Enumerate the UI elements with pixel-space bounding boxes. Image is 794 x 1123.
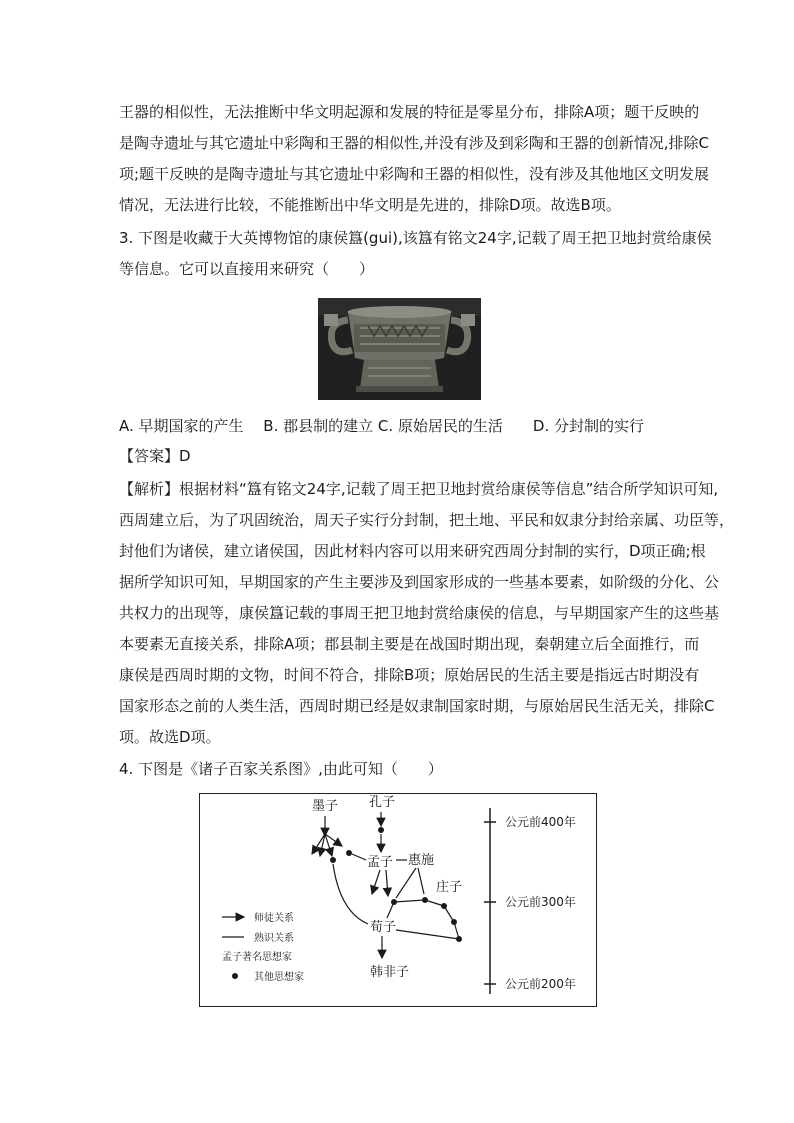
analysis-line-8: 国家形态之前的人类生活，西周时期已经是奴隶制国家时期，与原始居民生活无关，排除C [119,697,715,715]
analysis-line-4: 据所学知识可知，早期国家的产生主要涉及到国家形成的一些基本要素，如阶级的分化、公 [119,573,720,591]
answer-label: 【答案】D [119,447,191,465]
kanghou-gui-photo [318,298,481,400]
text-line-1: 王器的相似性，无法推断中华文明起源和发展的特征是零星分布，排除A项；题干反映的 [119,103,700,121]
analysis-line-1: 【解析】根据材料“簋有铭文24字,记载了周王把卫地封赏给康侯等信息”结合所学知识可知, [119,480,719,498]
timeline-label-200: 公元前200年 [505,977,576,991]
name-mozi: 墨子 [312,799,339,814]
name-kongzi: 孔子 [369,795,396,810]
legend-teacher: 师徒关系 [254,913,294,924]
name-xunzi: 荀子 [370,920,397,935]
text-line-2: 是陶寺遗址与其它遗址中彩陶和王器的相似性,并没有涉及到彩陶和王器的创新情况,排除C [119,134,710,152]
legend-acquaint: 熟识关系 [254,933,294,944]
legend-other: 其他思想家 [254,972,304,983]
question-3-stem: 3. 下图是收藏于大英博物馆的康侯簋(gui),该簋有铭文24字,记载了周王把卫地封赏给康侯 [119,229,712,247]
timeline-label-400: 公元前400年 [505,815,576,829]
analysis-line-9: 项。故选D项。 [119,728,221,746]
analysis-line-2: 西周建立后，为了巩固统治，周天子实行分封制，把土地、平民和奴隶分封给亲属、功臣等， [119,511,735,529]
thinkers-relationship-diagram [199,793,597,1007]
legend-famous: 孟子著名思想家 [222,952,292,963]
question-4-stem: 4. 下图是《诸子百家关系图》,由此可知（ ） [119,760,443,778]
legend-dot-icon [232,973,238,979]
name-hanfeizi: 韩非子 [370,965,410,980]
bronze-vessel-image [318,298,481,400]
timeline-label-300: 公元前300年 [505,895,576,909]
text-line-4: 情况，无法进行比较，不能推断出中华文明是先进的，排除D项。故选B项。 [119,196,621,214]
question-3-options: A. 早期国家的产生 B. 郡县制的建立 C. 原始居民的生活 D. 分封制的实行 [119,417,644,435]
analysis-line-7: 康侯是西周时期的文物，时间不符合，排除B项；原始居民的生活主要是指远古时期没有 [119,666,700,684]
name-zhuangzi: 庄子 [436,880,463,895]
name-mengzi: 孟子 [367,855,394,870]
name-huishi: 惠施 [408,853,435,868]
analysis-line-6: 本要素无直接关系，排除A项；郡县制主要是在战国时期出现，秦朝建立后全面推行，而 [119,635,700,653]
text-line-3: 项;题干反映的是陶寺遗址与其它遗址中彩陶和王器的相似性，没有涉及其他地区文明发展 [119,165,710,183]
analysis-line-3: 封他们为诸侯，建立诸侯国，因此材料内容可以用来研究西周分封制的实行，D项正确;根 [119,542,706,560]
question-3-stem-cont: 等信息。它可以直接用来研究（ ） [119,260,375,278]
analysis-line-5: 共权力的出现等，康侯簋记载的事周王把卫地封赏给康侯的信息，与早期国家产生的这些基 [119,604,720,622]
